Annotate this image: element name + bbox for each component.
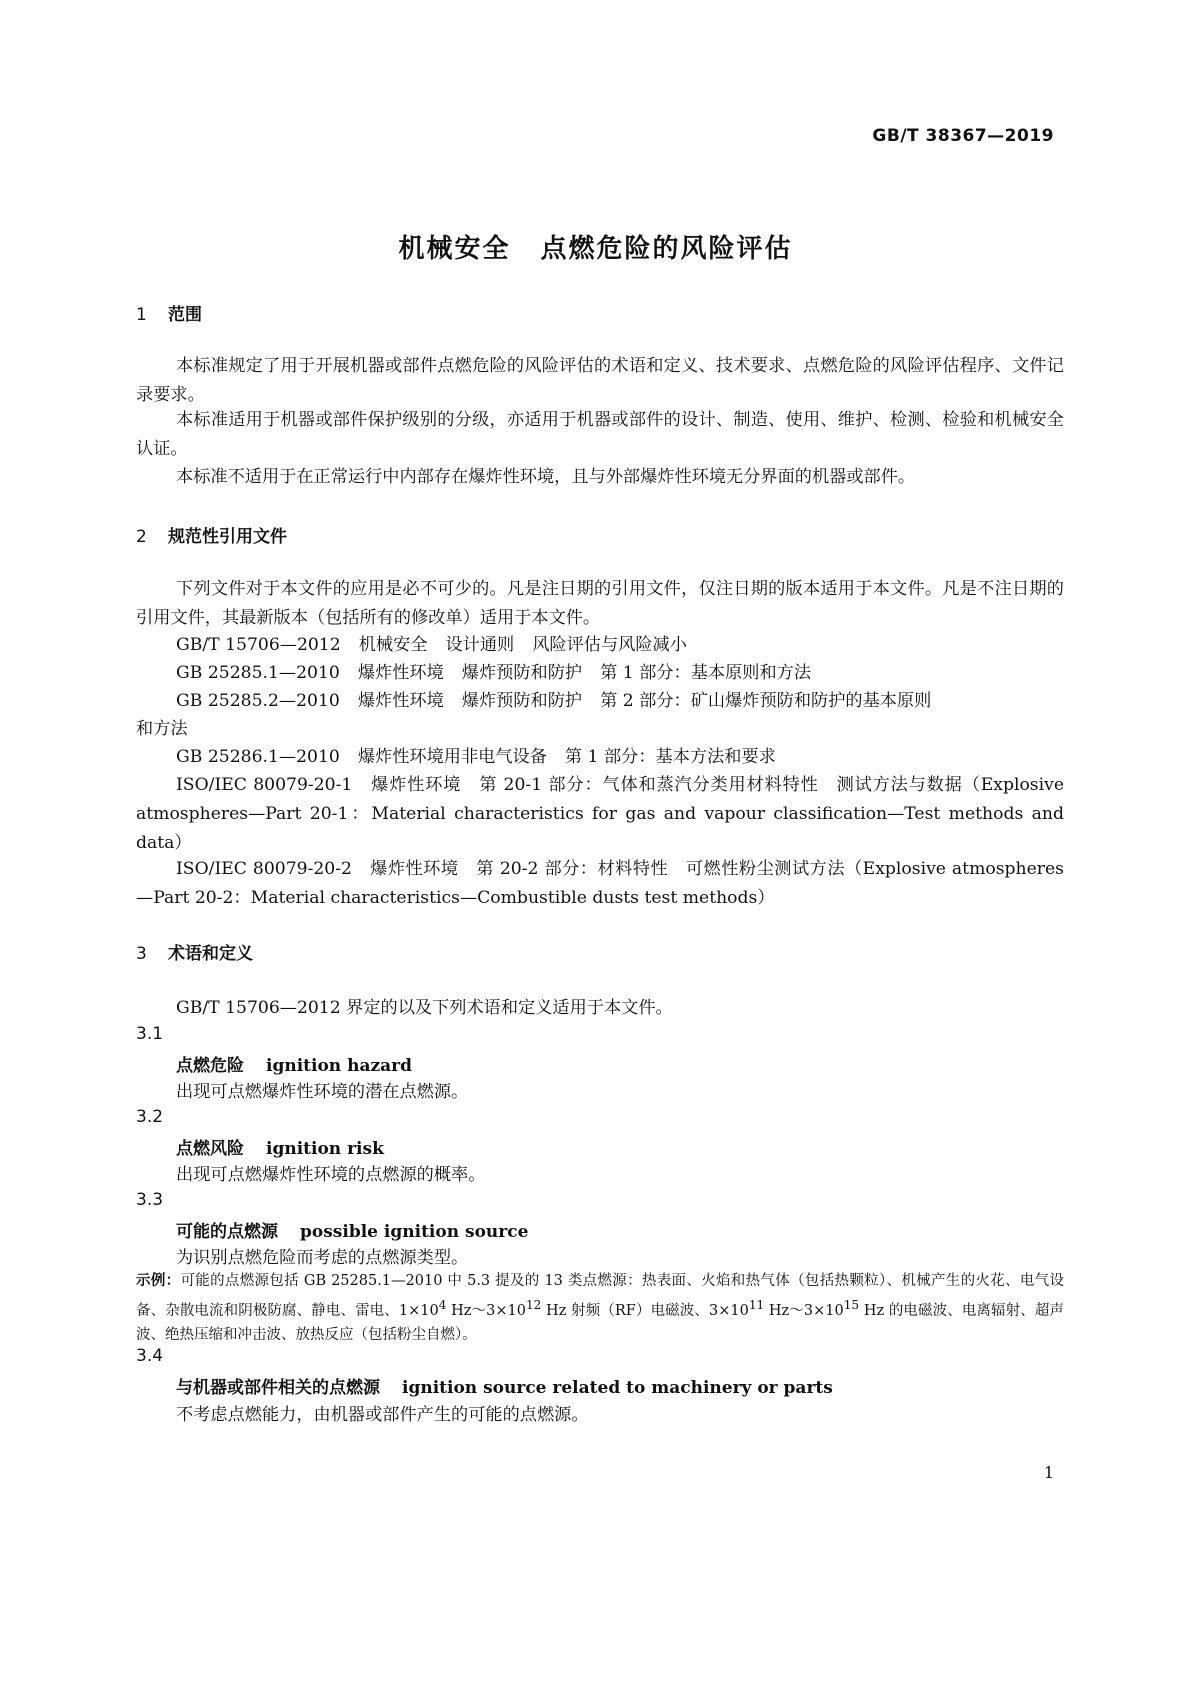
page-number: 1: [1043, 1463, 1054, 1482]
term-name: [176, 1217, 528, 1242]
paragraph: 本标准适用于机器或部件保护级别的分级，亦适用于机器或部件的设计、制造、使用、维护、检测、检验和机械安全认证。: [136, 410, 1064, 459]
term-en: possible ignition source: [300, 1222, 529, 1242]
example-label: 示例：: [136, 1273, 181, 1289]
reference-item: [176, 743, 776, 772]
paragraph: 本标准规定了用于开展机器或部件点燃危险的风险评估的术语和定义、技术要求、点燃危险的风险评估程序、文件记录要求。: [136, 356, 1064, 405]
reference-title: 爆炸预防和防护: [461, 663, 583, 683]
term-name: [176, 1373, 833, 1398]
term-definition: 出现可点燃爆炸性环境的潜在点燃源。: [176, 1082, 469, 1102]
term-definition: 出现可点燃爆炸性环境的点燃源的概率。: [176, 1165, 486, 1185]
term-name: [176, 1134, 384, 1159]
term-number: 3.3: [136, 1190, 164, 1210]
reference-item: [176, 631, 687, 660]
title-part-2: 点燃危险的风险评估: [540, 234, 793, 264]
section-2-heading: [136, 522, 287, 547]
reference-title: 爆炸性环境: [357, 691, 444, 711]
section-number: 3: [136, 944, 147, 964]
reference-item: ISO/IEC 80079-20-2 爆炸性环境 第 20-2 部分：材料特性 可燃性粉尘测试方法（Explosive atmospheres—Part 20-2：Material characteristics—Combustible dusts test methods）: [136, 859, 1064, 908]
standard-code: GB/T 38367—2019: [872, 126, 1054, 146]
term-number: 3.4: [136, 1346, 164, 1366]
section-title: 规范性引用文件: [168, 527, 287, 547]
term-zh: 点燃危险: [176, 1056, 244, 1076]
term-en: ignition risk: [266, 1139, 384, 1159]
title-part-1: 机械安全: [398, 234, 511, 264]
reference-title: 第 1 部分：基本方法和要求: [564, 747, 776, 767]
reference-title: 爆炸性环境: [357, 663, 444, 683]
reference-code: GB 25285.2—2010: [176, 691, 340, 711]
reference-title: 爆炸预防和防护: [461, 691, 583, 711]
reference-title: 机械安全: [358, 635, 428, 655]
reference-code: GB 25285.1—2010: [176, 663, 340, 683]
reference-code: GB/T 15706—2012: [176, 635, 341, 655]
paragraph: 本标准不适用于在正常运行中内部存在爆炸性环境，且与外部爆炸性环境无分界面的机器或部件。: [176, 467, 916, 487]
term-number: 3.1: [136, 1024, 164, 1044]
reference-item: [176, 687, 931, 716]
section-title: 术语和定义: [168, 944, 253, 964]
paragraph: GB/T 15706—2012 界定的以及下列术语和定义适用于本文件。: [176, 998, 673, 1018]
section-3-heading: [136, 939, 253, 964]
reference-title: 第 1 部分：基本原则和方法: [600, 663, 812, 683]
term-definition: 不考虑点燃能力，由机器或部件产生的可能的点燃源。: [176, 1405, 589, 1425]
reference-title: 第 2 部分：矿山爆炸预防和防护的基本原则: [600, 691, 932, 711]
paragraph: 下列文件对于本文件的应用是必不可少的。凡是注日期的引用文件，仅注日期的版本适用于本文件。凡是不注日期的引用文件，其最新版本（包括所有的修改单）适用于本文件。: [136, 579, 1064, 628]
term-number: 3.2: [136, 1107, 164, 1127]
term-definition: 为识别点燃危险而考虑的点燃源类型。: [176, 1248, 469, 1268]
reference-code: GB 25286.1—2010: [176, 747, 340, 767]
term-en: ignition source related to machinery or parts: [402, 1378, 833, 1398]
term-en: ignition hazard: [266, 1056, 412, 1076]
section-title: 范围: [168, 305, 202, 325]
section-1-heading: [136, 300, 202, 325]
section-number: 1: [136, 305, 147, 325]
reference-title: 设计通则: [445, 635, 515, 655]
document-title: [0, 228, 1191, 265]
term-name: [176, 1051, 412, 1076]
example-note: 示例：可能的点燃源包括 GB 25285.1—2010 中 5.3 提及的 13 类点燃源：热表面、火焰和热气体（包括热颗粒）、机械产生的火花、电气设备、杂散电流和阴极防腐、静电、雷电、$1\times 10^4$ $Hz\sim 3\times 10^{12}$ Hz 射频（RF）电磁波、$3\times 10^{11}$ $Hz\sim 3\times 10^{15}$ Hz 的电磁波、电离辐射、超声波、绝热压缩和冲击波、放热反应（包括粉尘自燃）。: [136, 1273, 1065, 1343]
term-zh: 点燃风险: [176, 1139, 244, 1159]
reference-title: 风险评估与风险减小: [532, 635, 687, 655]
section-number: 2: [136, 527, 147, 547]
term-zh: 与机器或部件相关的点燃源: [176, 1378, 380, 1398]
term-zh: 可能的点燃源: [176, 1222, 278, 1242]
reference-continuation: 和方法: [136, 719, 188, 739]
reference-item: [176, 659, 811, 688]
reference-title: 爆炸性环境用非电气设备: [357, 747, 547, 767]
reference-item: ISO/IEC 80079-20-1 爆炸性环境 第 20-1 部分：气体和蒸汽分类用材料特性 测试方法与数据（Explosive atmospheres—Part 20-1：Material characteristics for gas and vapour classification—Test methods and data）: [136, 775, 1064, 853]
